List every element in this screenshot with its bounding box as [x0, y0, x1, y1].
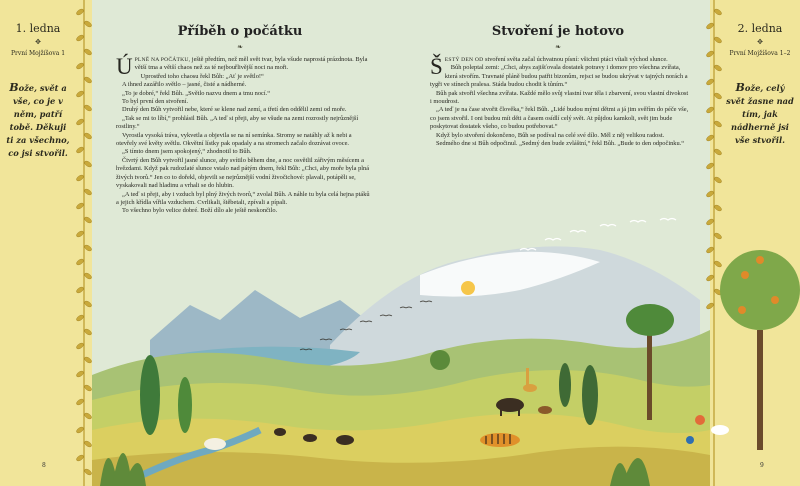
left-story-paragraph-text: Vyrostla vysoká tráva, vykvetla a objevila se na ní semínka. Stromy se natáhly až k nebi a otevřely své květy světlu. Okvětní lístky pak opadaly a na stromech začalo dozrávat ovoce. — [116, 131, 352, 148]
left-sidebar-content — [0, 22, 76, 160]
left-title-ornament: ❧ — [237, 43, 243, 51]
right-story-lead-smallcaps: ESTÝ DEN OD — [444, 57, 484, 63]
left-story-paragraph — [116, 207, 374, 215]
right-story-paragraph-text: stvoření světa začal úchvatnou písní: všichni ptáci vítali východ slunce. — [483, 56, 668, 63]
right-prayer-text: ože, celý svět žasne nad tím, jak nádherně jsi vše stvořil. — [726, 83, 794, 145]
left-story-paragraph — [116, 191, 374, 208]
left-prayer-initial: B — [9, 81, 19, 94]
left-story-paragraph — [116, 81, 374, 89]
right-reference: První Mojžíšova 1–2 — [729, 50, 791, 57]
right-page-number: 9 — [760, 462, 764, 469]
left-story-title: Příběh o počátku — [177, 24, 303, 39]
left-story-paragraph-text: „A teď si přeji, aby i vzduch byl plný živých tvorů,“ zvolal Bůh. A náhle tu byla celá hejna ptáků a jejich křídla vířila vzduchem. Cvrlikali, štěbetali, zpívali a pípali. — [116, 190, 370, 206]
left-story-paragraph-text: To všechno bylo velice dobré. Boží dílo ale ještě neskončilo. — [122, 207, 278, 215]
left-reference: První Mojžíšova 1 — [10, 50, 66, 57]
left-story-paragraph-text: „S tímto dnem jsem spokojený,“ zhodnotil to Bůh. — [122, 148, 252, 156]
right-prayer-quote — [722, 81, 798, 147]
right-story-paragraph — [430, 106, 690, 131]
left-story-paragraph — [116, 106, 374, 114]
right-story-paragraph — [430, 90, 690, 107]
right-story-paragraph-text: Sedmého dne si Bůh odpočinul. „Sedmý den bude zvláštní,“ řekl Bůh. „Bude to den odpočinku.“ — [436, 140, 685, 148]
right-sidebar-content — [722, 22, 798, 147]
left-page-number: 8 — [42, 462, 46, 469]
right-story-dropcap: Š — [430, 54, 443, 79]
right-title-ornament: ❧ — [555, 43, 561, 51]
left-date-ornament: ✥ — [35, 38, 41, 46]
left-story-paragraph-text: ještě předtím, než měl svět tvar, byla všude naprostá prázdnota. Byla větší tma a větší chaos než za té nejbouřlivější noci na moři. — [134, 56, 368, 72]
right-prayer-initial: B — [735, 81, 745, 94]
left-story-paragraph-text: Čtvrtý den Bůh vytvořil jasné slunce, aby svítilo během dne, a noc osvětlil zářivým měsícem a hvězdami. Když pak rudozlaté slunce vstalo nad pátým dnem, řekl Bůh: „Chci, aby moře byla plná živých tvorů.“ Jen co to dořekl, objevili se nejrůznější vodní živočichové: plavali, potápěli se, vyskakovali nad hladinu a vrhali se do hlubin. — [116, 156, 370, 190]
right-story-paragraph — [430, 132, 690, 140]
left-story-paragraph — [116, 132, 374, 149]
left-story-paragraph — [116, 90, 374, 98]
right-story-paragraph-text: Když bylo stvoření dokončeno, Bůh se podíval na celé své dílo. Měl z něj velikou radost. — [436, 131, 665, 139]
left-story-paragraph — [116, 157, 374, 191]
right-date-ornament: ✥ — [757, 38, 763, 46]
left-story-paragraph-text: Druhý den Bůh vytvořil nebe, které se klene nad zemí, a třetí den oddělil zemi od moře. — [122, 106, 347, 114]
left-story-dropcap: Ú — [116, 54, 133, 79]
left-story-paragraph-text: „Tak se mi to líbí,“ prohlásil Bůh. „A teď si přeji, aby se všude na zemi rozrostly nejrůznější rostliny.“ — [116, 114, 359, 131]
right-story-paragraph-text: Bůh pak stvořil všechna zvířata. Každé mělo svůj vlastní tvar těla i zbarvení, svou vlastní divokost i moudrost. — [430, 89, 689, 106]
left-story-text — [116, 56, 374, 216]
left-story-paragraph — [116, 115, 374, 132]
right-story-text — [430, 56, 690, 148]
left-prayer-text: ože, svět a vše, co je v něm, patří tobě. Děkuji ti za všechno, co jsi stvořil. — [6, 83, 70, 158]
left-date: 1. ledna — [15, 22, 61, 35]
left-prayer-quote — [0, 81, 76, 160]
left-story-paragraph — [116, 148, 374, 156]
left-story-paragraph — [116, 73, 374, 81]
left-story-paragraph-text: To byl první den stvoření. — [122, 98, 189, 106]
right-date: 2. ledna — [737, 22, 783, 35]
left-story-paragraph — [116, 98, 374, 106]
right-story-paragraph-text: „A teď je na čase stvořit člověka,“ řekl Bůh. „Lidé budou mými dětmi a já jim svěřím do péče vše, co jsem stvořil. I oni budou mít děti a časem osídlí celý svět. At půjdou kamkoli, svět jim bude poskytovat dostatek všeho, co budou potřebovat.“ — [430, 106, 689, 131]
right-story-paragraph — [430, 140, 690, 148]
left-story-paragraph-text: Uprostřed toho chaosu řekl Bůh: „Ať je světlo!“ — [140, 72, 264, 80]
left-story-lead-smallcaps: PLNĚ NA POČÁTKU, — [134, 57, 191, 63]
right-story-paragraph — [430, 64, 690, 89]
right-story-title: Stvoření je hotovo — [491, 24, 625, 39]
left-story-paragraph-text: A ihned zazářilo světlo – jasné, čisté a nádherné. — [122, 81, 247, 89]
left-story-paragraph-text: „To je dobré,“ řekl Bůh. „Světlo nazvu dnem a tmu nocí.“ — [122, 89, 271, 97]
right-story-paragraph-text: Bůh poleptal zemi: „Chci, abys zajišťovala dostatek potravy i domov pro všechna zvířata, která stvořím. Travnaté pláně budou patřit bizonům, rejsci se budou ukrývat v tajných norách a tygři ve stínech pralesa. Stáda budou chodit k tůním.“ — [430, 64, 688, 89]
